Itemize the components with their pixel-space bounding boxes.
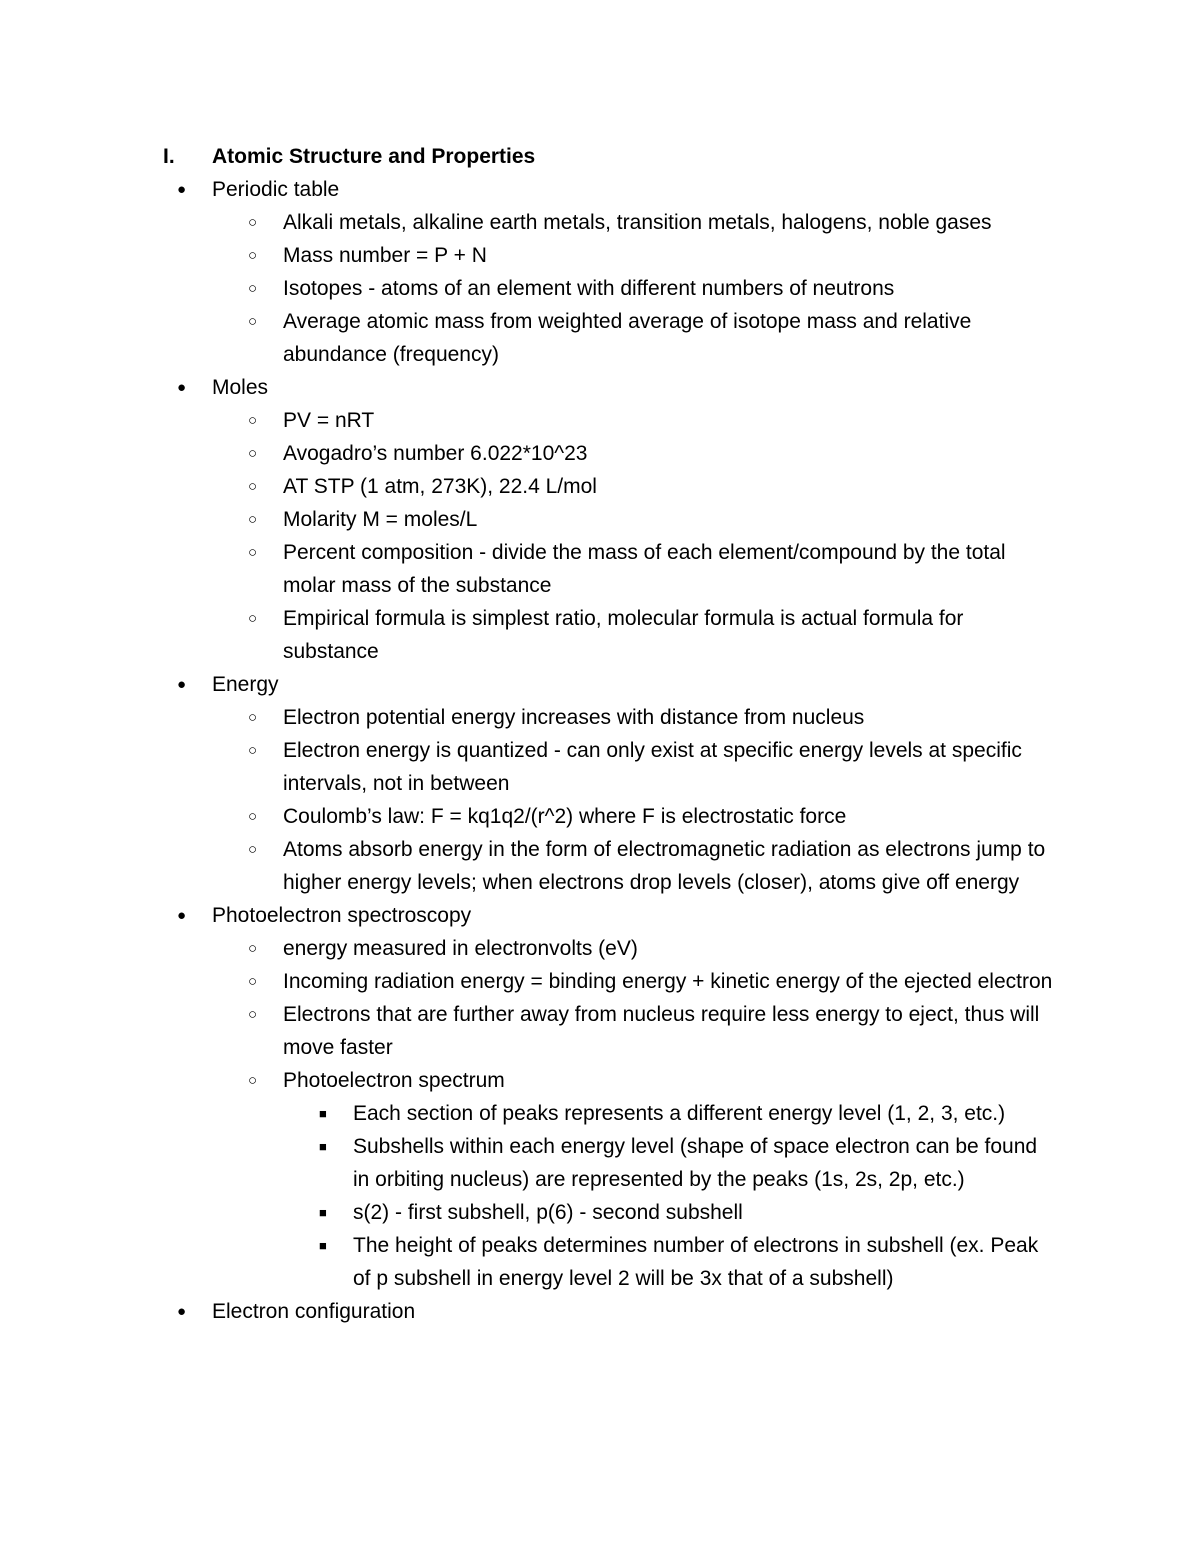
sub-bullet-text: Coulomb’s law: F = kq1q2/(r^2) where F is electrostatic force	[283, 805, 847, 828]
sub-bullet-text: Avogadro’s number 6.022*10^23	[283, 442, 588, 465]
sub-bullet	[0, 602, 1200, 668]
circle-bullet-icon: ○	[248, 973, 258, 990]
sub-bullet	[0, 998, 1200, 1064]
sub-bullet-text: energy measured in electronvolts (eV)	[283, 937, 638, 960]
sub-sub-bullet-text: Each section of peaks represents a different energy level (1, 2, 3, etc.)	[353, 1102, 1006, 1125]
section-numeral: I.	[163, 145, 175, 168]
sub-bullet	[0, 833, 1200, 899]
sub-bullet	[0, 1064, 1200, 1097]
sub-sub-bullet	[0, 1196, 1200, 1229]
bullet-label: Moles	[212, 376, 269, 399]
sub-sub-bullet-text: s(2) - first subshell, p(6) - second subshell	[353, 1201, 743, 1224]
sub-bullet	[0, 536, 1200, 602]
sub-bullet	[0, 437, 1200, 470]
square-bullet-icon: ■	[319, 1106, 327, 1121]
section-heading	[0, 140, 1200, 173]
sub-bullet	[0, 206, 1200, 239]
sub-sub-bullet	[0, 1130, 1200, 1196]
circle-bullet-icon: ○	[248, 214, 258, 231]
sub-bullet-text: Empirical formula is simplest ratio, molecular formula is actual formula for substance	[283, 607, 964, 663]
sub-bullet-text: AT STP (1 atm, 273K), 22.4 L/mol	[283, 475, 597, 498]
sub-bullet	[0, 800, 1200, 833]
bullet-icon: ●	[177, 181, 187, 198]
sub-bullet	[0, 239, 1200, 272]
sub-sub-bullet-text: Subshells within each energy level (shape of space electron can be found in orbiting nucleus) are represented by the peaks (1s, 2s, 2p, etc.)	[353, 1135, 1038, 1191]
bullet-icon: ●	[177, 676, 187, 693]
sub-bullet-text: Percent composition - divide the mass of each element/compound by the total molar mass of the substance	[283, 541, 1006, 597]
bullet-periodic-table	[0, 173, 1200, 206]
sub-sub-bullet-text: The height of peaks determines number of electrons in subshell (ex. Peak of p subshell in energy level 2 will be 3x that of a subshell)	[353, 1234, 1039, 1290]
sub-bullet	[0, 305, 1200, 371]
circle-bullet-icon: ○	[248, 247, 258, 264]
sub-bullet-text: Electron energy is quantized - can only exist at specific energy levels at specific intervals, not in between	[283, 739, 1022, 795]
sub-bullet	[0, 404, 1200, 437]
sub-bullet-text: Mass number = P + N	[283, 244, 487, 267]
sub-bullet	[0, 503, 1200, 536]
bullet-photoelectron-spectroscopy	[0, 899, 1200, 932]
bullet-energy	[0, 668, 1200, 701]
square-bullet-icon: ■	[319, 1139, 327, 1154]
sub-bullet-text: Atoms absorb energy in the form of electromagnetic radiation as electrons jump to higher energy levels; when electrons drop levels (closer), atoms give off energy	[283, 838, 1046, 894]
outline	[0, 140, 1200, 1328]
circle-bullet-icon: ○	[248, 610, 258, 627]
sub-sub-bullet	[0, 1229, 1200, 1295]
bullet-icon: ●	[177, 1303, 187, 1320]
bullet-label: Periodic table	[212, 178, 340, 201]
sub-bullet-text: Molarity M = moles/L	[283, 508, 478, 531]
sub-bullet	[0, 470, 1200, 503]
sub-bullet-text: Photoelectron spectrum	[283, 1069, 505, 1092]
circle-bullet-icon: ○	[248, 709, 258, 726]
sub-bullet-text: Isotopes - atoms of an element with different numbers of neutrons	[283, 277, 895, 300]
circle-bullet-icon: ○	[248, 940, 258, 957]
circle-bullet-icon: ○	[248, 544, 258, 561]
bullet-label: Energy	[212, 673, 279, 696]
circle-bullet-icon: ○	[248, 1072, 258, 1089]
circle-bullet-icon: ○	[248, 313, 258, 330]
sub-bullet-text: PV = nRT	[283, 409, 375, 432]
bullet-electron-configuration	[0, 1295, 1200, 1328]
sub-bullet	[0, 965, 1200, 998]
sub-bullet-text: Alkali metals, alkaline earth metals, transition metals, halogens, noble gases	[283, 211, 992, 234]
circle-bullet-icon: ○	[248, 412, 258, 429]
circle-bullet-icon: ○	[248, 841, 258, 858]
circle-bullet-icon: ○	[248, 280, 258, 297]
circle-bullet-icon: ○	[248, 478, 258, 495]
bullet-moles	[0, 371, 1200, 404]
sub-bullet	[0, 932, 1200, 965]
bullet-icon: ●	[177, 379, 187, 396]
bullet-label: Electron configuration	[212, 1300, 416, 1323]
circle-bullet-icon: ○	[248, 808, 258, 825]
sub-bullet-text: Average atomic mass from weighted average of isotope mass and relative abundance (frequency)	[283, 310, 972, 366]
bullet-icon: ●	[177, 907, 187, 924]
circle-bullet-icon: ○	[248, 511, 258, 528]
circle-bullet-icon: ○	[248, 742, 258, 759]
bullet-label: Photoelectron spectroscopy	[212, 904, 472, 927]
sub-bullet-text: Electrons that are further away from nucleus require less energy to eject, thus will move faster	[283, 1003, 1040, 1059]
sub-bullet-text: Incoming radiation energy = binding energy + kinetic energy of the ejected electron	[283, 970, 1053, 993]
section-title: Atomic Structure and Properties	[212, 145, 536, 168]
circle-bullet-icon: ○	[248, 1006, 258, 1023]
square-bullet-icon: ■	[319, 1205, 327, 1220]
circle-bullet-icon: ○	[248, 445, 258, 462]
sub-bullet-text: Electron potential energy increases with distance from nucleus	[283, 706, 865, 729]
sub-bullet	[0, 701, 1200, 734]
sub-sub-bullet	[0, 1097, 1200, 1130]
square-bullet-icon: ■	[319, 1238, 327, 1253]
sub-bullet	[0, 734, 1200, 800]
sub-bullet	[0, 272, 1200, 305]
